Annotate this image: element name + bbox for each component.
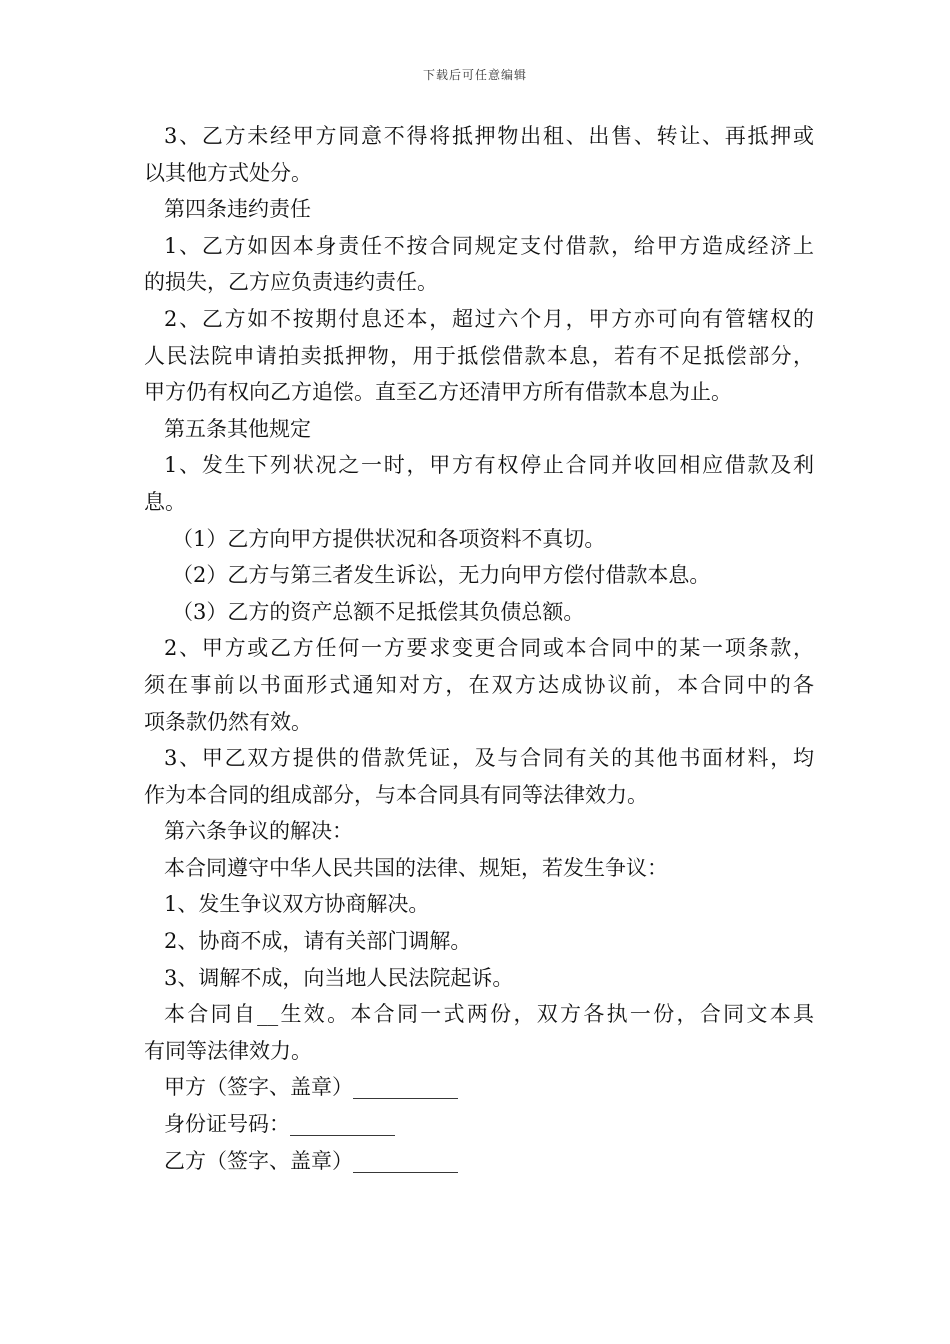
paragraph-line: 本合同遵守中华人民共国的法律、规矩，若发生争议： (164, 855, 668, 880)
signature-line-party-a: 甲方（签字、盖章）__________ (164, 1075, 458, 1100)
list-item: 2、协商不成，请有关部门调解。 (164, 929, 472, 954)
list-item: （2）乙方与第三者发生诉讼，无力向甲方偿付借款本息。 (172, 563, 711, 588)
paragraph-line: 1、发生下列状况之一时，甲方有权停止合同并收回相应借款及利 (164, 453, 814, 478)
paragraph-line: 须在事前以书面形式通知对方，在双方达成协议前，本合同中的各 (144, 672, 814, 697)
section-heading: 第四条违约责任 (164, 197, 311, 222)
paragraph-line: 的损失，乙方应负责违约责任。 (144, 270, 438, 295)
section-heading: 第五条其他规定 (164, 416, 311, 441)
section-heading: 第六条争议的解决： (164, 819, 353, 844)
list-item: （3）乙方的资产总额不足抵偿其负债总额。 (172, 599, 585, 624)
page-header: 下载后可任意编辑 (422, 68, 527, 82)
paragraph-line: 3、甲乙双方提供的借款凭证，及与合同有关的其他书面材料，均 (164, 746, 814, 771)
list-item: 1、发生争议双方协商解决。 (164, 892, 430, 917)
list-item: （1）乙方向甲方提供状况和各项资料不真切。 (172, 526, 606, 551)
document-body (144, 118, 814, 1179)
paragraph-line: 本合同自__生效。本合同一式两份，双方各执一份，合同文本具 (164, 1002, 814, 1027)
paragraph-line: 项条款仍然有效。 (144, 709, 312, 734)
paragraph-line: 以其他方式处分。 (144, 160, 312, 185)
list-item: 3、调解不成，向当地人民法院起诉。 (164, 965, 514, 990)
paragraph-line: 有同等法律效力。 (144, 1038, 312, 1063)
paragraph-line: 人民法院申请拍卖抵押物，用于抵偿借款本息，若有不足抵偿部分， (144, 343, 814, 368)
paragraph-line: 2、甲方或乙方任何一方要求变更合同或本合同中的某一项条款， (164, 636, 814, 661)
paragraph-line: 2、乙方如不按期付息还本，超过六个月，甲方亦可向有管辖权的 (164, 306, 814, 331)
paragraph-line: 息。 (144, 489, 186, 514)
id-number-line: 身份证号码：__________ (164, 1112, 395, 1137)
paragraph-line: 3、乙方未经甲方同意不得将抵押物出租、出售、转让、再抵押或 (164, 124, 814, 148)
paragraph-line: 作为本合同的组成部分，与本合同具有同等法律效力。 (144, 782, 648, 807)
signature-line-party-b: 乙方（签字、盖章）__________ (164, 1148, 458, 1173)
paragraph-line: 1、乙方如因本身责任不按合同规定支付借款，给甲方造成经济上 (164, 233, 814, 258)
paragraph-line: 甲方仍有权向乙方追偿。直至乙方还清甲方所有借款本息为止。 (144, 380, 732, 405)
